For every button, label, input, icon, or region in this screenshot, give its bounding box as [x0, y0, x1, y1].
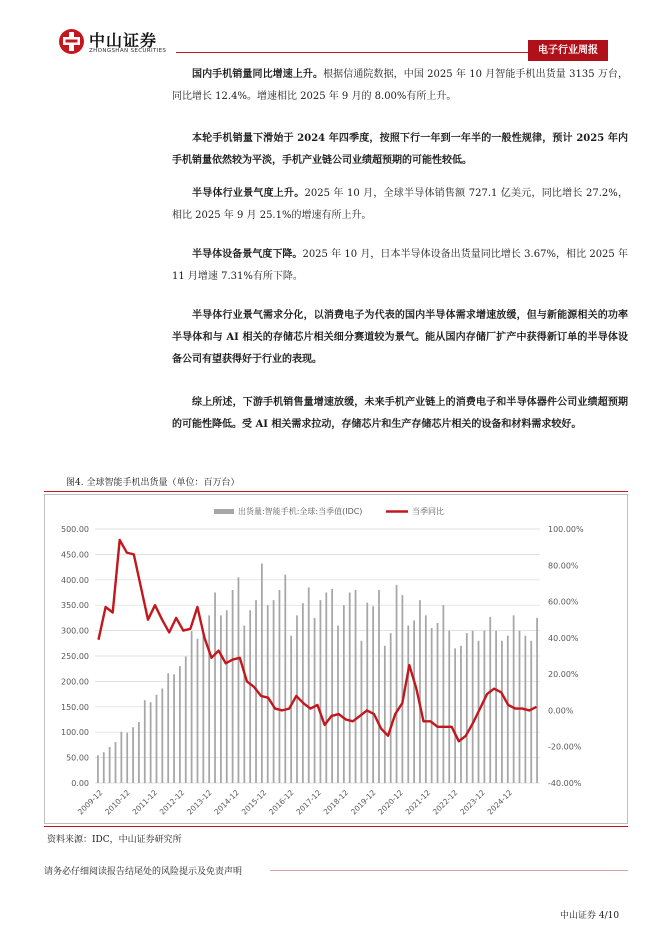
shipment-bar: [226, 610, 228, 783]
shipment-bar: [167, 673, 169, 783]
x-axis-tick-label: 2021-12: [403, 788, 433, 817]
x-axis-tick-label: 2020-12: [376, 788, 405, 817]
shipment-bar: [320, 600, 322, 783]
logo-emblem-icon: [58, 28, 85, 55]
shipment-bar: [161, 689, 163, 783]
shipment-bar: [466, 633, 468, 783]
left-axis-tick-label: 400.00: [61, 575, 89, 585]
shipment-bar: [150, 702, 152, 783]
right-axis-tick-label: 100.00%: [548, 525, 584, 534]
shipment-bar: [109, 747, 111, 783]
shipment-bar: [296, 615, 298, 783]
legend-label-shipments: 出货量:智能手机:全球:当季值(IDC): [238, 507, 363, 516]
right-axis-tick-label: -40.00%: [548, 779, 582, 788]
shipment-bar: [267, 605, 269, 783]
shipment-bar: [115, 742, 117, 783]
right-axis-tick-label: 60.00%: [548, 597, 579, 607]
left-axis-tick-label: 500.00: [61, 525, 89, 534]
right-axis-tick-label: -20.00%: [548, 742, 582, 752]
logo-chinese-name: 中山证券: [89, 31, 158, 50]
logo-english-name: ZHONGSHAN SECURITIES: [89, 48, 167, 54]
shipment-bar: [402, 595, 404, 783]
shipment-bar: [507, 636, 509, 783]
left-axis-tick-label: 100.00: [61, 728, 89, 738]
figure-top-rule: [44, 491, 628, 492]
figure-title: 图4. 全球智能手机出货量（单位：百万台）: [66, 478, 240, 488]
x-axis-tick-label: 2022-12: [430, 788, 460, 817]
shipment-bar: [173, 674, 175, 783]
paragraph-body: 2025 年 10 月，日本半导体设备出货量同比增长 3.67%，相比 2025 年 11 月增速 7.31%有所下降。: [172, 249, 629, 282]
shipment-bar: [249, 610, 251, 783]
shipment-bar: [407, 626, 409, 783]
shipment-bar: [279, 590, 281, 783]
shipment-bar: [343, 605, 345, 783]
shipment-bar: [220, 615, 222, 783]
x-axis-tick-label: 2012-12: [157, 788, 187, 817]
shipment-bar: [197, 639, 199, 783]
shipment-bar: [448, 631, 450, 783]
shipment-bar: [238, 577, 240, 783]
shipment-bar: [413, 620, 415, 783]
shipment-bar: [156, 695, 158, 783]
shipment-bar: [437, 623, 439, 783]
x-axis-tick-label: 2017-12: [294, 788, 323, 817]
paragraph-body: 2025 年 10 月，全球半导体销售额 727.1 亿美元，同比增长 27.2%，相比 2025 年 9 月 25.1%的增速有所上升。: [172, 188, 628, 221]
shipment-bar: [443, 605, 445, 783]
paragraph-lead: 综上所述，下游手机销售量增速放缓，未来手机产业链上的消费电子和半导体器件公司业绩超预期的可能性降低。受 AI 相关需求拉动，存储芯片和生产存储芯片相关的设备和材料需求较好。: [172, 397, 628, 430]
paragraph-demand-divergence: [172, 305, 628, 371]
disclaimer-note: 请务必仔细阅读报告结尾处的风险提示及免责声明: [44, 867, 243, 877]
left-axis-tick-label: 450.00: [61, 550, 89, 560]
chart-frame: [45, 495, 628, 824]
x-axis-tick-label: 2011-12: [130, 788, 160, 817]
left-axis-tick-label: 50.00: [66, 753, 89, 763]
right-axis-tick-label: 20.00%: [548, 670, 579, 680]
shipment-bar: [120, 732, 122, 783]
shipment-bar: [530, 641, 532, 783]
x-axis-tick-label: 2013-12: [185, 788, 214, 817]
x-axis-tick-label: 2024-12: [485, 788, 515, 817]
page-number: 中山证券 4/10: [560, 911, 620, 921]
paragraph-lead: 半导体设备景气度下降。: [192, 249, 303, 260]
paragraph-semiconductor-sales: [172, 183, 628, 227]
shipment-bar: [355, 590, 357, 783]
shipment-bar: [495, 631, 497, 783]
shipment-bar: [489, 617, 491, 783]
figure-source: 资料来源：IDC，中山证券研究所: [47, 835, 182, 845]
paragraph-lead: 半导体行业景气需求分化，以消费电子为代表的国内半导体需求增速放缓，但与新能源相关的功率半导体和与 AI 相关的存储芯片相关细分赛道较为景气。能从国内存储厂扩产中获得新订单的半导体设备公司有望获得好于行业的表现。: [172, 310, 628, 365]
report-type-tag: 电子行业周报: [528, 40, 608, 61]
figure-bottom-rule: [44, 826, 628, 827]
paragraph-conclusion: [172, 392, 628, 436]
x-axis-tick-label: 2015-12: [239, 788, 269, 817]
paragraph-phone-sales: [172, 64, 628, 108]
legend-swatch-shipments: [214, 509, 234, 514]
shipment-bar: [284, 575, 286, 783]
left-axis-tick-label: 250.00: [61, 652, 89, 661]
x-axis-tick-label: 2014-12: [212, 788, 241, 817]
shipment-bar: [425, 615, 427, 783]
paragraph-lead: 半导体行业景气度上升。: [192, 188, 305, 199]
left-axis-tick-label: 200.00: [61, 677, 89, 687]
left-axis-tick-label: 300.00: [61, 626, 89, 636]
shipment-bar: [460, 646, 462, 783]
left-axis-tick-label: 350.00: [61, 601, 89, 611]
page-header: [0, 0, 662, 62]
legend-label-yoy: 当季同比: [412, 507, 444, 516]
shipment-bar: [472, 631, 474, 783]
shipment-bar: [331, 589, 333, 783]
right-axis-tick-label: 80.00%: [548, 561, 579, 571]
shipment-bar: [396, 585, 398, 783]
x-axis-tick-label: 2010-12: [103, 788, 132, 817]
company-logo: [58, 26, 174, 60]
shipment-bar: [144, 700, 146, 783]
shipment-bar: [308, 587, 310, 783]
shipment-bar: [179, 666, 181, 783]
shipment-bar: [519, 631, 521, 783]
paragraph-semiconductor-equipment: [172, 244, 628, 288]
footer-divider: [270, 870, 628, 871]
shipment-bar: [483, 631, 485, 783]
shipment-bar: [536, 618, 538, 783]
shipment-bar: [361, 641, 363, 783]
shipment-bar: [243, 626, 245, 783]
left-axis-tick-label: 0.00: [71, 779, 89, 788]
x-axis-tick-label: 2019-12: [349, 788, 378, 817]
header-divider: [176, 52, 528, 53]
x-axis-tick-label: 2009-12: [75, 788, 105, 817]
shipment-bar: [337, 626, 339, 783]
shipment-bar: [314, 618, 316, 783]
right-axis-tick-label: 0.00%: [548, 706, 574, 716]
right-axis-tick-label: 40.00%: [548, 633, 579, 643]
paragraph-sales-forecast: [172, 128, 628, 172]
shipment-bar: [349, 593, 351, 784]
shipment-bar: [419, 600, 421, 783]
shipment-bar: [372, 606, 374, 783]
shipment-bar: [378, 590, 380, 783]
paragraph-lead: 国内手机销量同比增速上升。: [192, 69, 324, 80]
shipment-bar: [261, 564, 263, 783]
shipment-bar: [132, 727, 134, 783]
shipment-bar: [501, 641, 503, 783]
shipment-bar: [325, 593, 327, 784]
shipment-bar: [232, 590, 234, 783]
paragraph-body: 根据信通院数据，中国 2025 年 10 月智能手机出货量 3135 万台，同比增长 12.4%。增速相比 2025 年 9 月的 8.00%有所上升。: [172, 69, 628, 102]
paragraph-lead: 本轮手机销量下滑始于 2024 年四季度，按照下行一年到一年半的一般性规律，预计 2025 年内手机销量依然较为平淡，手机产业链公司业绩超预期的可能性较低。: [172, 133, 628, 166]
shipment-bar: [454, 648, 456, 783]
x-axis-tick-label: 2018-12: [321, 788, 351, 817]
shipment-bar: [431, 628, 433, 783]
smartphone-shipments-chart: [44, 494, 628, 824]
shipment-bar: [97, 755, 99, 783]
shipment-bar: [302, 603, 304, 783]
left-axis-tick-label: 150.00: [61, 702, 89, 712]
shipment-bar: [103, 752, 105, 783]
shipment-bar: [513, 615, 515, 783]
shipment-bar: [214, 593, 216, 784]
shipment-bar: [273, 600, 275, 783]
shipment-bar: [290, 636, 292, 783]
shipment-bar: [185, 657, 187, 783]
shipment-bar: [202, 633, 204, 783]
shipment-bar: [126, 733, 128, 783]
shipment-bar: [384, 646, 386, 783]
shipment-bar: [191, 631, 193, 783]
x-axis-tick-label: 2016-12: [267, 788, 296, 817]
x-axis-tick-label: 2023-12: [458, 788, 487, 817]
shipment-bar: [138, 722, 140, 783]
shipment-bar: [208, 615, 210, 783]
shipment-bar: [390, 633, 392, 783]
shipment-bar: [366, 603, 368, 783]
